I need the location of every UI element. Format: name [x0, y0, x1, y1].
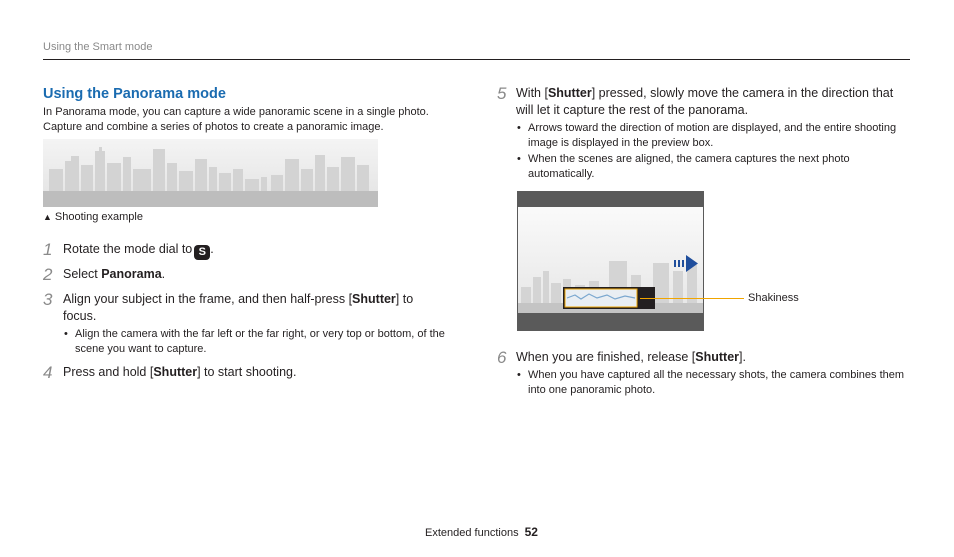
step-text-end: ] to focus. — [63, 292, 414, 323]
step-text-end: ]. — [739, 350, 746, 364]
header-rule — [43, 59, 910, 60]
step-2 — [63, 266, 463, 283]
step-text: Press and hold [ — [63, 365, 154, 379]
page-number: 52 — [524, 525, 538, 539]
step-number: 1 — [43, 240, 53, 259]
caption-text: Shooting example — [54, 211, 143, 223]
bullet-dot: • — [517, 369, 521, 381]
bullet-dot: • — [64, 328, 68, 340]
bullet-text: When the scenes are aligned, the camera captures the next photo automatically. — [528, 153, 850, 180]
step-bold: Shutter — [352, 292, 396, 306]
panorama-preview-screen — [517, 191, 704, 331]
step-number: 2 — [43, 265, 53, 284]
step-5 — [516, 85, 914, 119]
bullet-dot: • — [517, 153, 521, 165]
bullet-text: When you have captured all the necessary shots, the camera combines them into one panoramic photo. — [528, 369, 905, 396]
step-number: 3 — [43, 290, 53, 309]
step-bold: Shutter — [695, 350, 740, 364]
step-6 — [516, 349, 914, 366]
section-intro: In Panorama mode, you can capture a wide panoramic scene in a single photo. Capture and combine a series of photos to create a panoramic image. — [43, 106, 429, 133]
bullet-item — [517, 121, 913, 151]
figure-caption — [43, 211, 143, 223]
bullet-text: Arrows toward the direction of motion are displayed, and the entire shooting image is displayed in the preview box. — [528, 122, 897, 149]
shakiness-label: Shakiness — [748, 292, 799, 304]
step-text: Select — [63, 267, 102, 281]
bullet-dot: • — [517, 122, 521, 134]
running-header: Using the Smart mode — [43, 41, 153, 53]
step-text-end: . — [161, 267, 166, 281]
step-4 — [63, 364, 463, 381]
step-bold: Shutter — [153, 365, 198, 379]
caption-marker: ▲ — [43, 212, 52, 222]
section-title: Using the Panorama mode — [43, 86, 226, 102]
step-number: 4 — [43, 363, 53, 382]
step-text-end: ] to start shooting. — [197, 365, 297, 379]
step-number: 6 — [497, 348, 507, 367]
step-text: Align your subject in the frame, and then half-press [ — [63, 292, 353, 306]
bullet-text: Align the camera with the far left or the far right, or very top or bottom, of the scene you want to capture. — [75, 328, 445, 355]
step-text: When you are finished, release [ — [516, 350, 696, 364]
panorama-skyline-image — [43, 139, 378, 207]
bullet-item — [64, 327, 460, 357]
callout-line — [640, 298, 744, 299]
step-text: With [ — [516, 86, 548, 100]
smart-mode-icon: S — [194, 245, 210, 260]
step-text-end: ] pressed, slowly move the camera in the direction that will let it capture the rest of the panorama. — [516, 86, 894, 117]
step-bold: Shutter — [547, 86, 592, 100]
bullet-item — [517, 368, 913, 398]
step-1 — [63, 241, 463, 260]
step-3 — [63, 291, 443, 325]
page-footer — [425, 525, 538, 539]
step-bold: Panorama — [101, 267, 162, 281]
step-text-end: . — [210, 242, 214, 256]
step-text: Rotate the mode dial to — [63, 242, 193, 256]
bullet-item — [517, 152, 878, 182]
footer-section: Extended functions — [425, 527, 519, 539]
step-number: 5 — [497, 84, 507, 103]
